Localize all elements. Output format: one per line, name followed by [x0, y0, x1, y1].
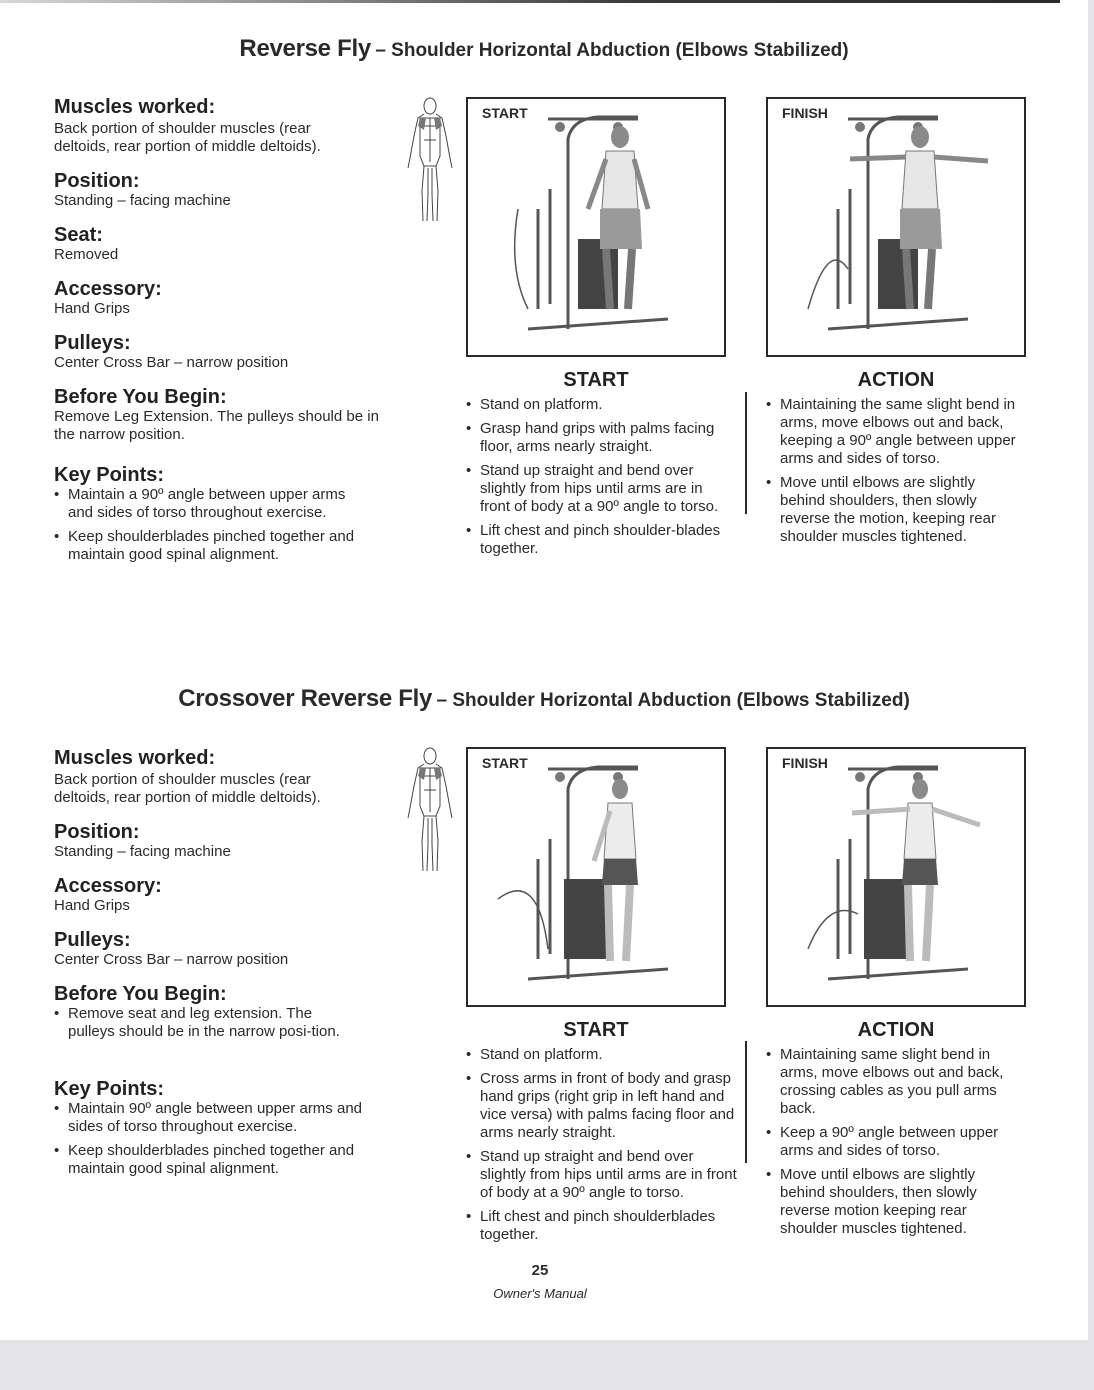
seat-heading: Seat: [54, 224, 103, 246]
seat-text: Removed [54, 246, 119, 263]
exercise-name: Crossover Reverse Fly [178, 685, 433, 712]
start-steps-list [466, 1046, 742, 1250]
position-heading: Position: [54, 821, 140, 843]
key-points-heading: Key Points: [54, 464, 165, 486]
muscles-text: Back portion of shoulder muscles (rear deltoids, rear portion of middle deltoids). [54, 120, 321, 155]
key-points-heading: Key Points: [54, 1078, 165, 1100]
exercise-subtitle: – Shoulder Horizontal Abduction (Elbows Stabilized) [375, 40, 849, 61]
muscles-heading: Muscles worked: [54, 747, 216, 769]
start-photo [466, 97, 726, 357]
muscle-figure-icon [402, 746, 458, 876]
exercise-title [0, 35, 1088, 63]
action-step: • Maintaining the same slight bend in arms, move elbows out and back, keeping a 90º angle between upper arms and sides of torso. [766, 396, 1024, 468]
action-heading: ACTION [857, 369, 935, 391]
before-item: • Remove seat and leg extension. The pulleys should be in the narrow posi-tion. [54, 1005, 344, 1041]
start-step: • Lift chest and pinch shoulderblades together. [466, 1208, 742, 1244]
position-text: Standing – facing machine [54, 192, 231, 209]
key-point-item: • Keep shoulderblades pinched together and maintain good spinal alignment. [54, 528, 374, 564]
muscle-figure-icon [402, 96, 458, 226]
before-text: Remove Leg Extension. The pulleys should be in the narrow position. [54, 408, 379, 443]
key-points-list [54, 1100, 364, 1178]
machine-illustration [468, 99, 724, 355]
action-steps-list [766, 396, 1024, 552]
machine-illustration [768, 749, 1024, 1005]
key-points-list [54, 486, 374, 564]
machine-illustration [468, 749, 724, 1005]
action-heading: ACTION [857, 1019, 935, 1041]
start-step: • Grasp hand grips with palms facing floor, arms nearly straight. [466, 420, 736, 456]
action-step: • Keep a 90º angle between upper arms and sides of torso. [766, 1124, 1024, 1160]
start-step: • Cross arms in front of body and grasp hand grips (right grip in left hand and vice versa) with palms facing floor and arms nearly straight. [466, 1070, 742, 1142]
exercise-subtitle: – Shoulder Horizontal Abduction (Elbows Stabilized) [436, 690, 910, 711]
photo-label-finish: FINISH [782, 105, 828, 121]
key-point-item: • Maintain 90º angle between upper arms and sides of torso throughout exercise. [54, 1100, 364, 1136]
before-heading: Before You Begin: [54, 983, 227, 1005]
start-step: • Stand on platform. [466, 396, 736, 414]
accessory-heading: Accessory: [54, 278, 162, 300]
position-text: Standing – facing machine [54, 843, 231, 860]
before-list [54, 1005, 344, 1041]
exercise-title [0, 685, 1088, 713]
column-divider [745, 1041, 747, 1163]
muscles-text: Back portion of shoulder muscles (rear deltoids, rear portion of middle deltoids). [54, 771, 321, 806]
before-heading: Before You Begin: [54, 386, 227, 408]
page-number: 25 [531, 1262, 549, 1279]
column-divider [745, 392, 747, 514]
start-steps-list [466, 396, 736, 564]
action-steps-list [766, 1046, 1024, 1244]
start-photo [466, 747, 726, 1007]
manual-label: Owner's Manual [493, 1286, 587, 1301]
start-step: • Stand on platform. [466, 1046, 742, 1064]
action-step: • Move until elbows are slightly behind shoulders, then slowly reverse the motion, keeping rear shoulder muscles tightened. [766, 474, 1024, 546]
start-step: • Lift chest and pinch shoulder-blades together. [466, 522, 736, 558]
start-heading: START [563, 369, 629, 391]
action-step: • Move until elbows are slightly behind shoulders, then slowly reverse motion keeping rear shoulder muscles tightened. [766, 1166, 1024, 1238]
finish-photo [766, 747, 1026, 1007]
accessory-heading: Accessory: [54, 875, 162, 897]
accessory-text: Hand Grips [54, 897, 130, 914]
exercise-name: Reverse Fly [239, 35, 371, 62]
top-rule [0, 0, 1060, 3]
photo-label-finish: FINISH [782, 755, 828, 771]
start-step: • Stand up straight and bend over slightly from hips until arms are in front of body at a 90º angle to torso. [466, 462, 736, 516]
machine-illustration [768, 99, 1024, 355]
position-heading: Position: [54, 170, 140, 192]
pulleys-heading: Pulleys: [54, 332, 131, 354]
pulleys-text: Center Cross Bar – narrow position [54, 354, 289, 371]
finish-photo [766, 97, 1026, 357]
action-step: • Maintaining same slight bend in arms, move elbows out and back, crossing cables as you pull arms back. [766, 1046, 1024, 1118]
photo-label-start: START [482, 755, 528, 771]
page-edge [1088, 0, 1094, 1340]
key-point-item: • Maintain a 90º angle between upper arms and sides of torso throughout exercise. [54, 486, 374, 522]
photo-label-start: START [482, 105, 528, 121]
muscles-heading: Muscles worked: [54, 96, 216, 118]
pulleys-heading: Pulleys: [54, 929, 131, 951]
start-heading: START [563, 1019, 629, 1041]
accessory-text: Hand Grips [54, 300, 130, 317]
key-point-item: • Keep shoulderblades pinched together and maintain good spinal alignment. [54, 1142, 364, 1178]
pulleys-text: Center Cross Bar – narrow position [54, 951, 289, 968]
start-step: • Stand up straight and bend over slightly from hips until arms are in front of body at a 90º angle to torso. [466, 1148, 742, 1202]
